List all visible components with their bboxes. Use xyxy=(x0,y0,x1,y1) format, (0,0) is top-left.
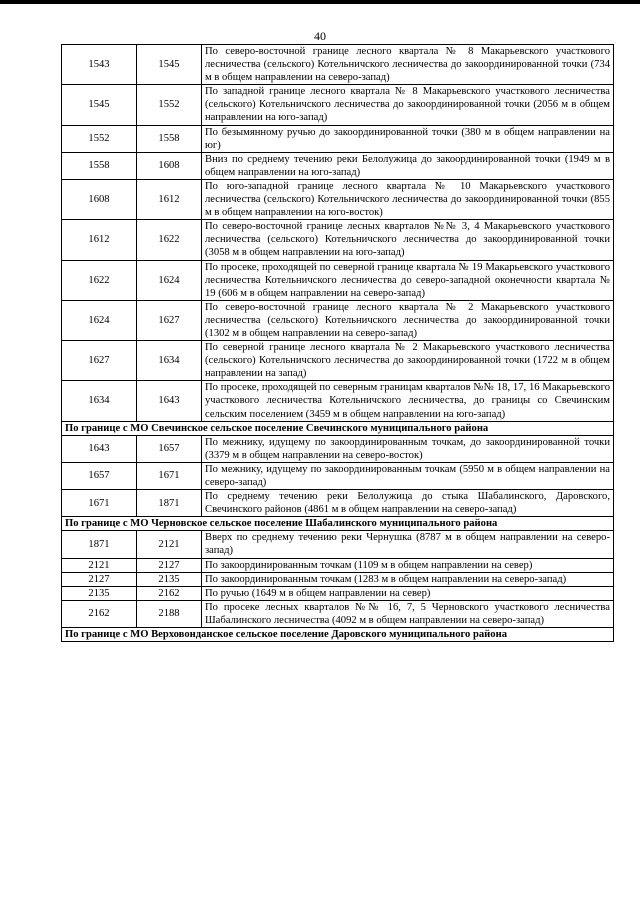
end-point-cell: 1627 xyxy=(137,300,202,340)
description-cell: По западной границе лесного квартала № 8 Макарьевского участкового лесничества (сельского) Котельничского лесничества до закоординированной точки (2056 м в общем направлении на юго-запад) xyxy=(202,85,614,125)
section-header-row xyxy=(62,628,614,642)
table-row xyxy=(62,260,614,300)
end-point-cell: 2135 xyxy=(137,572,202,586)
section-header-row xyxy=(62,421,614,435)
table-row xyxy=(62,531,614,558)
start-point-cell: 1608 xyxy=(62,179,137,219)
section-header-row xyxy=(62,517,614,531)
page-number: 40 xyxy=(314,29,326,43)
boundary-table-body xyxy=(62,45,614,642)
start-point-cell: 1552 xyxy=(62,125,137,152)
end-point-cell: 2121 xyxy=(137,531,202,558)
table-row xyxy=(62,85,614,125)
section-title: По границе с МО Верховонданское сельское поселение Даровского муниципального района xyxy=(62,628,614,642)
end-point-cell: 1545 xyxy=(137,45,202,85)
table-row xyxy=(62,125,614,152)
start-point-cell: 1871 xyxy=(62,531,137,558)
table-row xyxy=(62,381,614,421)
end-point-cell: 2127 xyxy=(137,558,202,572)
end-point-cell: 1657 xyxy=(137,435,202,462)
table-row xyxy=(62,572,614,586)
start-point-cell: 2127 xyxy=(62,572,137,586)
table-row xyxy=(62,600,614,627)
end-point-cell: 1622 xyxy=(137,220,202,260)
start-point-cell: 1612 xyxy=(62,220,137,260)
section-title: По границе с МО Черновское сельское поселение Шабалинского муниципального района xyxy=(62,517,614,531)
table-row xyxy=(62,179,614,219)
end-point-cell: 1871 xyxy=(137,490,202,517)
description-cell: По закоординированным точкам (1283 м в общем направлении на северо-запад) xyxy=(202,572,614,586)
end-point-cell: 1608 xyxy=(137,152,202,179)
table-row xyxy=(62,300,614,340)
top-rule xyxy=(0,0,640,4)
start-point-cell: 1543 xyxy=(62,45,137,85)
table-row xyxy=(62,558,614,572)
table-row xyxy=(62,341,614,381)
start-point-cell: 1634 xyxy=(62,381,137,421)
end-point-cell: 2162 xyxy=(137,586,202,600)
description-cell: По среднему течению реки Белолужица до стыка Шабалинского, Даровского, Свечинского районов (4861 м в общем направлении на северо-запад) xyxy=(202,490,614,517)
description-cell: По межнику, идущему по закоординированным точкам (5950 м в общем направлении на северо-запад) xyxy=(202,462,614,489)
description-cell: Вверх по среднему течению реки Чернушка (8787 м в общем направлении на северо-запад) xyxy=(202,531,614,558)
table-row xyxy=(62,490,614,517)
description-cell: По безымянному ручью до закоординированной точки (380 м в общем направлении на юг) xyxy=(202,125,614,152)
description-cell: По юго-западной границе лесного квартала № 10 Макарьевского участкового лесничества (сельского) Котельничского лесничества до закоординированной точки (855 м в общем направлении на юго-восток) xyxy=(202,179,614,219)
description-cell: По северной границе лесного квартала № 2 Макарьевского участкового лесничества (сельского) Котельничского лесничества до закоординированной точки (1722 м в общем направлении на запад) xyxy=(202,341,614,381)
start-point-cell: 1671 xyxy=(62,490,137,517)
description-cell: По ручью (1649 м в общем направлении на север) xyxy=(202,586,614,600)
description-cell: По закоординированным точкам (1109 м в общем направлении на север) xyxy=(202,558,614,572)
description-cell: По просеке лесных кварталов №№ 16, 7, 5 Черновского участкового лесничества Шабалинского лесничества (4092 м в общем направлении на северо-запад) xyxy=(202,600,614,627)
start-point-cell: 1622 xyxy=(62,260,137,300)
description-cell: По северо-восточной границе лесных кварталов №№ 3, 4 Макарьевского участкового лесничества (сельского) Котельничского лесничества до закоординированной точки (3058 м в общем направлении на юго-запад) xyxy=(202,220,614,260)
description-cell: Вниз по среднему течению реки Белолужица до закоординированной точки (1949 м в общем направлении на юго-запад) xyxy=(202,152,614,179)
description-cell: По просеке, проходящей по северным границам кварталов №№ 18, 17, 16 Макарьевского участкового лесничества Котельничского лесничества, до границы со Свечинским сельским поселением (3459 м в общем направлении на юго-запад) xyxy=(202,381,614,421)
end-point-cell: 1612 xyxy=(137,179,202,219)
start-point-cell: 2121 xyxy=(62,558,137,572)
start-point-cell: 1657 xyxy=(62,462,137,489)
section-title: По границе с МО Свечинское сельское поселение Свечинского муниципального района xyxy=(62,421,614,435)
description-cell: По северо-восточной границе лесного квартала № 2 Макарьевского участкового лесничества (сельского) Котельничского лесничества до закоординированной точки (1302 м в общем направлении на северо-запад) xyxy=(202,300,614,340)
start-point-cell: 2135 xyxy=(62,586,137,600)
table-row xyxy=(62,45,614,85)
end-point-cell: 1671 xyxy=(137,462,202,489)
end-point-cell: 1558 xyxy=(137,125,202,152)
description-cell: По просеке, проходящей по северной границе квартала № 19 Макарьевского участкового лесничества Котельничского лесничества до северо-западной оконечности квартала № 19 (606 м в общем направлении на северо-запад) xyxy=(202,260,614,300)
table-row xyxy=(62,152,614,179)
table-row xyxy=(62,462,614,489)
description-cell: По межнику, идущему по закоординированным точкам, до закоординированной точки (3379 м в общем направлении на северо-восток) xyxy=(202,435,614,462)
start-point-cell: 1558 xyxy=(62,152,137,179)
start-point-cell: 1624 xyxy=(62,300,137,340)
end-point-cell: 1634 xyxy=(137,341,202,381)
start-point-cell: 1643 xyxy=(62,435,137,462)
table-row xyxy=(62,220,614,260)
table-row xyxy=(62,586,614,600)
table-row xyxy=(62,435,614,462)
end-point-cell: 1624 xyxy=(137,260,202,300)
start-point-cell: 1627 xyxy=(62,341,137,381)
description-cell: По северо-восточной границе лесного квартала № 8 Макарьевского участкового лесничества (сельского) Котельничского лесничества до закоординированной точки (734 м в общем направлении на северо-запад) xyxy=(202,45,614,85)
start-point-cell: 2162 xyxy=(62,600,137,627)
end-point-cell: 1552 xyxy=(137,85,202,125)
boundary-table xyxy=(61,44,614,642)
end-point-cell: 2188 xyxy=(137,600,202,627)
start-point-cell: 1545 xyxy=(62,85,137,125)
end-point-cell: 1643 xyxy=(137,381,202,421)
